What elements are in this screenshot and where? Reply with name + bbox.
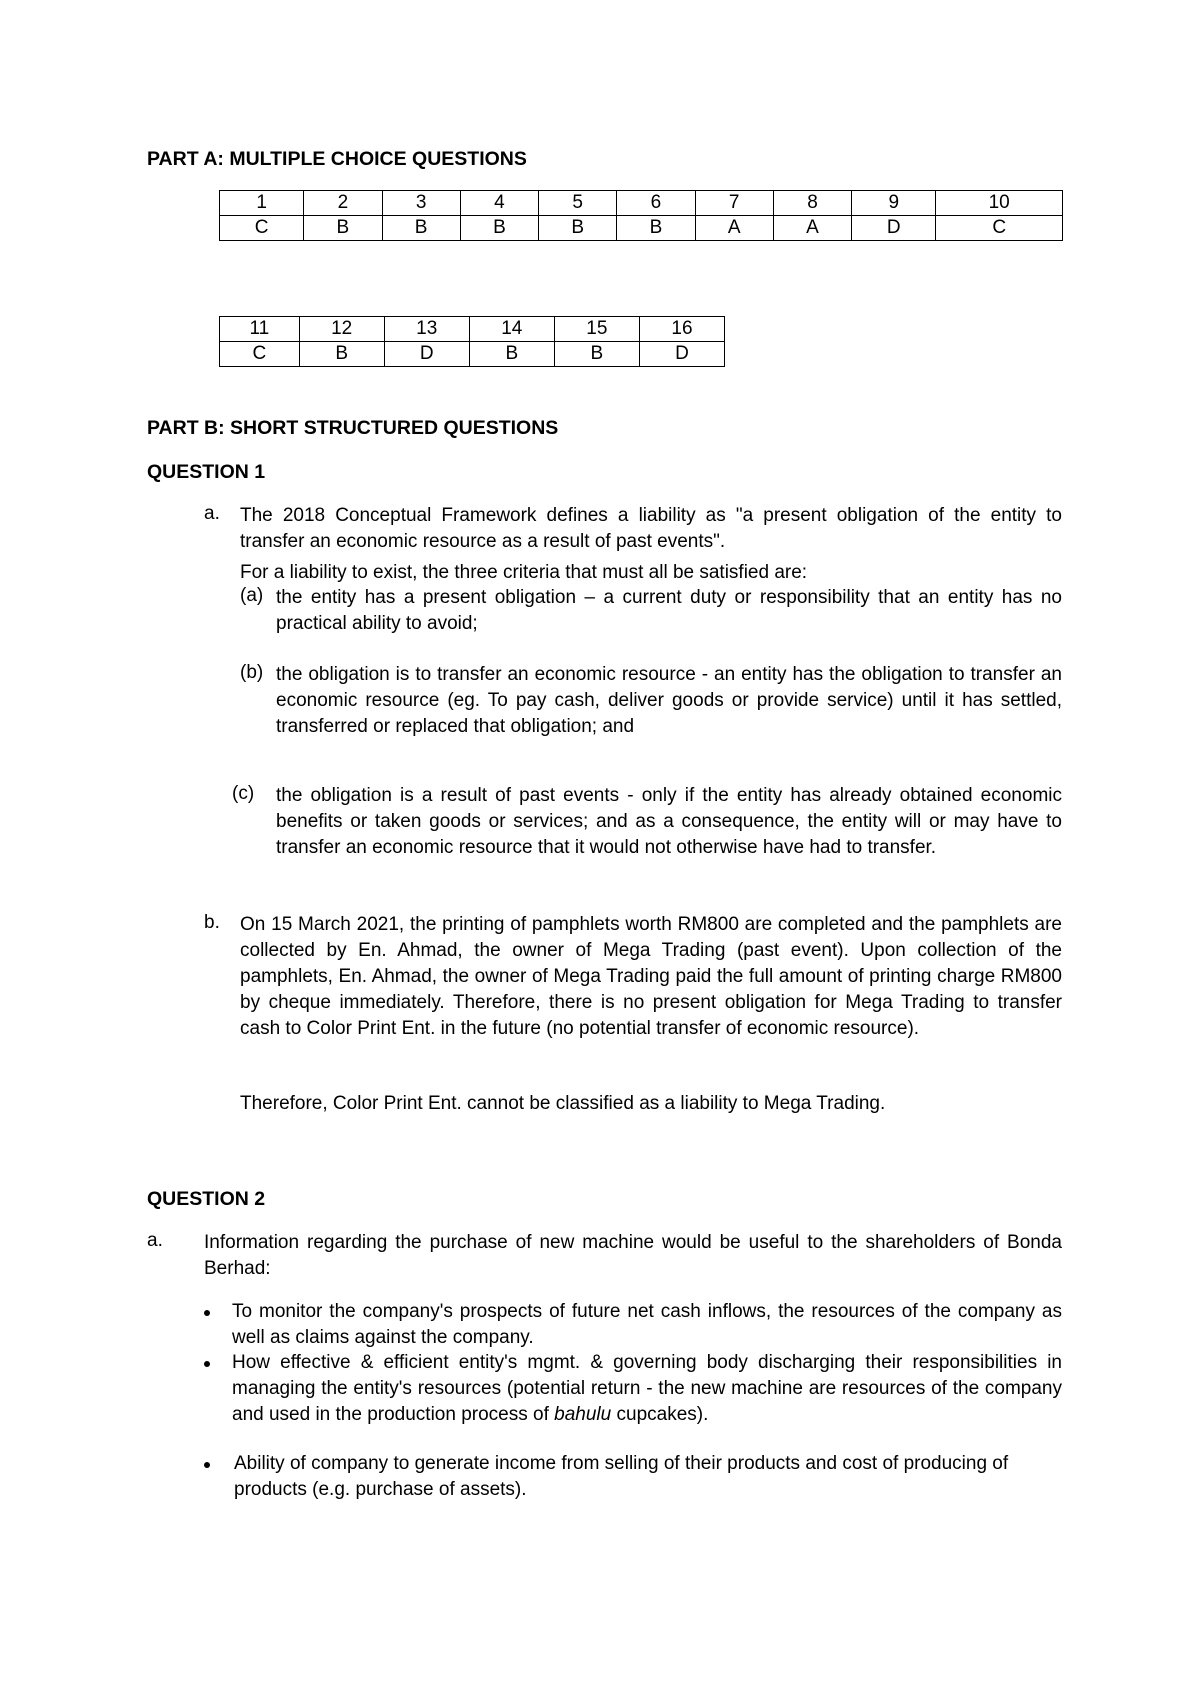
question-number: 15 (554, 317, 639, 342)
question-number: 7 (695, 191, 773, 216)
question-number: 8 (773, 191, 851, 216)
question-number: 3 (382, 191, 460, 216)
answer-letter: B (299, 342, 384, 367)
question-number: 13 (384, 317, 469, 342)
question-number: 2 (304, 191, 382, 216)
item-marker-a: a. (204, 503, 220, 524)
part-b-heading: PART B: SHORT STRUCTURED QUESTIONS (147, 417, 559, 439)
bullet-icon (204, 1361, 210, 1367)
bullet-icon (204, 1310, 210, 1316)
item-marker-b: b. (204, 912, 220, 933)
answer-row (220, 342, 725, 367)
question-number: 11 (220, 317, 300, 342)
answer-letter: D (852, 216, 936, 241)
mcq-answer-table-2 (219, 316, 725, 367)
question-number: 6 (617, 191, 695, 216)
criterion-c-text: the obligation is a result of past events - only if the entity has already obtained economic benefits or taken goods or services; and as a consequence, the entity will or may have to transfer an economic resource that it would not otherwise have had to transfer. (276, 785, 1062, 858)
q2-item-marker-a: a. (147, 1230, 163, 1251)
part-a-heading: PART A: MULTIPLE CHOICE QUESTIONS (147, 148, 527, 170)
answer-letter: C (936, 216, 1063, 241)
question-number: 12 (299, 317, 384, 342)
question-number: 14 (469, 317, 554, 342)
answer-letter: C (220, 342, 300, 367)
answer-letter: D (639, 342, 724, 367)
answer-letter: A (695, 216, 773, 241)
q2a-bullet-2 (232, 1350, 1062, 1428)
criterion-marker-c: (c) (232, 783, 255, 804)
question-number: 16 (639, 317, 724, 342)
q2a-bullet-1: To monitor the company's prospects of future net cash inflows, the resources of the company as well as claims against the company. (232, 1301, 1062, 1348)
question-number: 4 (460, 191, 538, 216)
criterion-a-text: the entity has a present obligation – a current duty or responsibility that an entity has no practical ability to avoid; (276, 587, 1062, 634)
answer-row (220, 216, 1063, 241)
answer-letter: B (554, 342, 639, 367)
answer-letter: B (382, 216, 460, 241)
bullet-icon (204, 1462, 210, 1468)
question-number: 9 (852, 191, 936, 216)
question-number: 5 (539, 191, 617, 216)
q1b-explanation: On 15 March 2021, the printing of pamphlets worth RM800 are completed and the pamphlets are collected by En. Ahmad, the owner of Mega Trading (past event). Upon collection of the pamphlets, En. Ahmad, the owner of Mega Trading paid the full amount of printing charge RM800 by cheque immediately. Therefore, there is no present obligation for Mega Trading to transfer cash to Color Print Ent. in the future (no potential transfer of economic resource). (240, 914, 1062, 1039)
question-1-heading: QUESTION 1 (147, 461, 266, 483)
answer-letter: B (460, 216, 538, 241)
bahulu-term: bahulu (554, 1404, 612, 1425)
question-number-row (220, 317, 725, 342)
answer-letter: A (773, 216, 851, 241)
bullet-2-tail: cupcakes). (611, 1404, 709, 1425)
answer-letter: D (384, 342, 469, 367)
mcq-answer-table-1 (219, 190, 1063, 241)
criterion-marker-b: (b) (240, 662, 264, 683)
criterion-b-text: the obligation is to transfer an economic resource - an entity has the obligation to transfer an economic resource (eg. To pay cash, deliver goods or provide service) until it has settled, transferred or replaced that obligation; and (276, 664, 1062, 737)
q2a-bullet-3: Ability of company to generate income from selling of their products and cost of producing of products (e.g. purchase of assets). (234, 1453, 1009, 1500)
q1a-definition: The 2018 Conceptual Framework defines a liability as "a present obligation of the entity to transfer an economic resource as a result of past events". (240, 505, 1062, 552)
answer-letter: C (220, 216, 304, 241)
question-number: 1 (220, 191, 304, 216)
question-2-heading: QUESTION 2 (147, 1188, 266, 1210)
answer-letter: B (304, 216, 382, 241)
q2a-intro: Information regarding the purchase of new machine would be useful to the shareholders of Bonda Berhad: (204, 1232, 1062, 1279)
question-number: 10 (936, 191, 1063, 216)
q1a-criteria-intro: For a liability to exist, the three criteria that must all be satisfied are: (240, 562, 808, 583)
q1b-conclusion: Therefore, Color Print Ent. cannot be classified as a liability to Mega Trading. (240, 1093, 886, 1114)
answer-letter: B (469, 342, 554, 367)
bullet-2-text: How effective & efficient entity's mgmt. & governing body discharging their responsibilities in managing the entity's resources (potential return - the new machine are resources of the company and used in the production process of (232, 1352, 1062, 1425)
answer-letter: B (539, 216, 617, 241)
criterion-marker-a: (a) (240, 585, 264, 606)
question-number-row (220, 191, 1063, 216)
answer-letter: B (617, 216, 695, 241)
